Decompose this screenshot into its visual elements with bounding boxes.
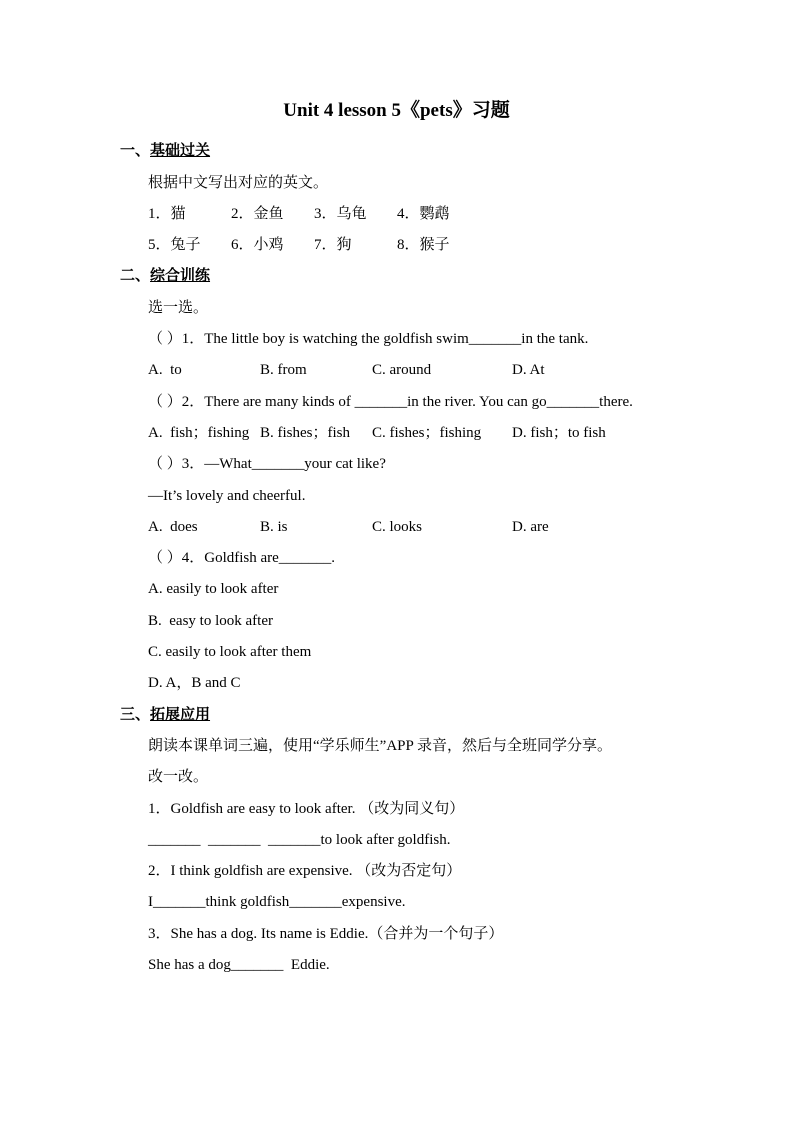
question-3-followup: —It’s lovely and cheerful. [148, 487, 306, 504]
rewrite-2-stem: 2．I think goldfish are expensive. （改为否定句） [148, 863, 462, 880]
option-c: C. fishes；fishing [372, 424, 482, 441]
question-4-option-b: B. easy to look after [148, 612, 273, 629]
vocab-item-1: 1．猫 [148, 205, 186, 222]
option-a: A. does [148, 518, 198, 535]
question-1-options [148, 355, 793, 386]
option-a: A. fish；fishing [148, 424, 250, 441]
section-3-instruction-1: 朗读本课单词三遍，使用“学乐师生”APP 录音，然后与全班同学分享。 [148, 737, 613, 754]
section-heading-2 [120, 261, 793, 292]
option-b: B. fishes；fish [260, 424, 351, 441]
vocab-item-6: 6．小鸡 [231, 237, 284, 254]
question-2-options [148, 418, 793, 449]
section-heading-3 [120, 700, 793, 731]
question-4-stem: （ ）4．Goldfish are_______. [148, 550, 336, 567]
vocab-row-1 [148, 199, 793, 230]
rewrite-3-answer-line: She has a dog_______ Eddie. [148, 957, 330, 974]
section-2-instruction: 选一选。 [148, 299, 209, 316]
option-c: C. looks [372, 518, 423, 535]
vocab-item-4: 4．鹦鹉 [397, 205, 450, 222]
vocab-item-2: 2．金鱼 [231, 205, 284, 222]
section-3-instruction-2: 改一改。 [148, 769, 209, 786]
option-a: A. to [148, 362, 182, 379]
question-4-option-a: A. easily to look after [148, 581, 279, 598]
section-1-label: 基础过关 [150, 143, 211, 160]
vocab-item-8: 8．猴子 [397, 237, 450, 254]
vocab-item-3: 3．乌龟 [314, 205, 367, 222]
section-2-label: 综合训练 [150, 268, 211, 285]
section-3-label: 拓展应用 [150, 706, 211, 723]
option-d: D. fish；to fish [512, 424, 606, 441]
vocab-row-2 [148, 230, 793, 261]
section-1-number: 一、 [120, 143, 151, 160]
rewrite-1-stem: 1．Goldfish are easy to look after. （改为同义句） [148, 800, 465, 817]
option-d: D. are [512, 518, 549, 535]
question-1-stem: （ ）1．The little boy is watching the goldfish swim_______in the tank. [148, 331, 589, 348]
rewrite-3-stem: 3．She has a dog. Its name is Eddie.（合并为一个句子） [148, 925, 504, 942]
option-d: D. At [512, 362, 545, 379]
option-b: B. is [260, 518, 288, 535]
vocab-item-5: 5．兔子 [148, 237, 201, 254]
option-c: C. around [372, 362, 432, 379]
rewrite-1-answer-line: _______ _______ _______to look after goldfish. [148, 831, 451, 848]
question-2-stem: （ ）2．There are many kinds of _______in the river. You can go_______there. [148, 393, 633, 410]
rewrite-2-answer-line: I_______think goldfish_______expensive. [148, 894, 406, 911]
vocab-item-7: 7．狗 [314, 237, 352, 254]
section-heading-1 [120, 136, 793, 167]
option-b: B. from [260, 362, 307, 379]
question-3-options [148, 512, 793, 543]
section-3-number: 三、 [120, 706, 151, 723]
question-4-option-d: D. A，B and C [148, 675, 241, 692]
section-1-instruction: 根据中文写出对应的英文。 [148, 174, 329, 191]
page-title: Unit 4 lesson 5《pets》习题 [283, 100, 510, 121]
section-2-number: 二、 [120, 268, 151, 285]
question-4-option-c: C. easily to look after them [148, 644, 312, 661]
question-3-stem: （ ）3．—What_______your cat like? [148, 456, 386, 473]
